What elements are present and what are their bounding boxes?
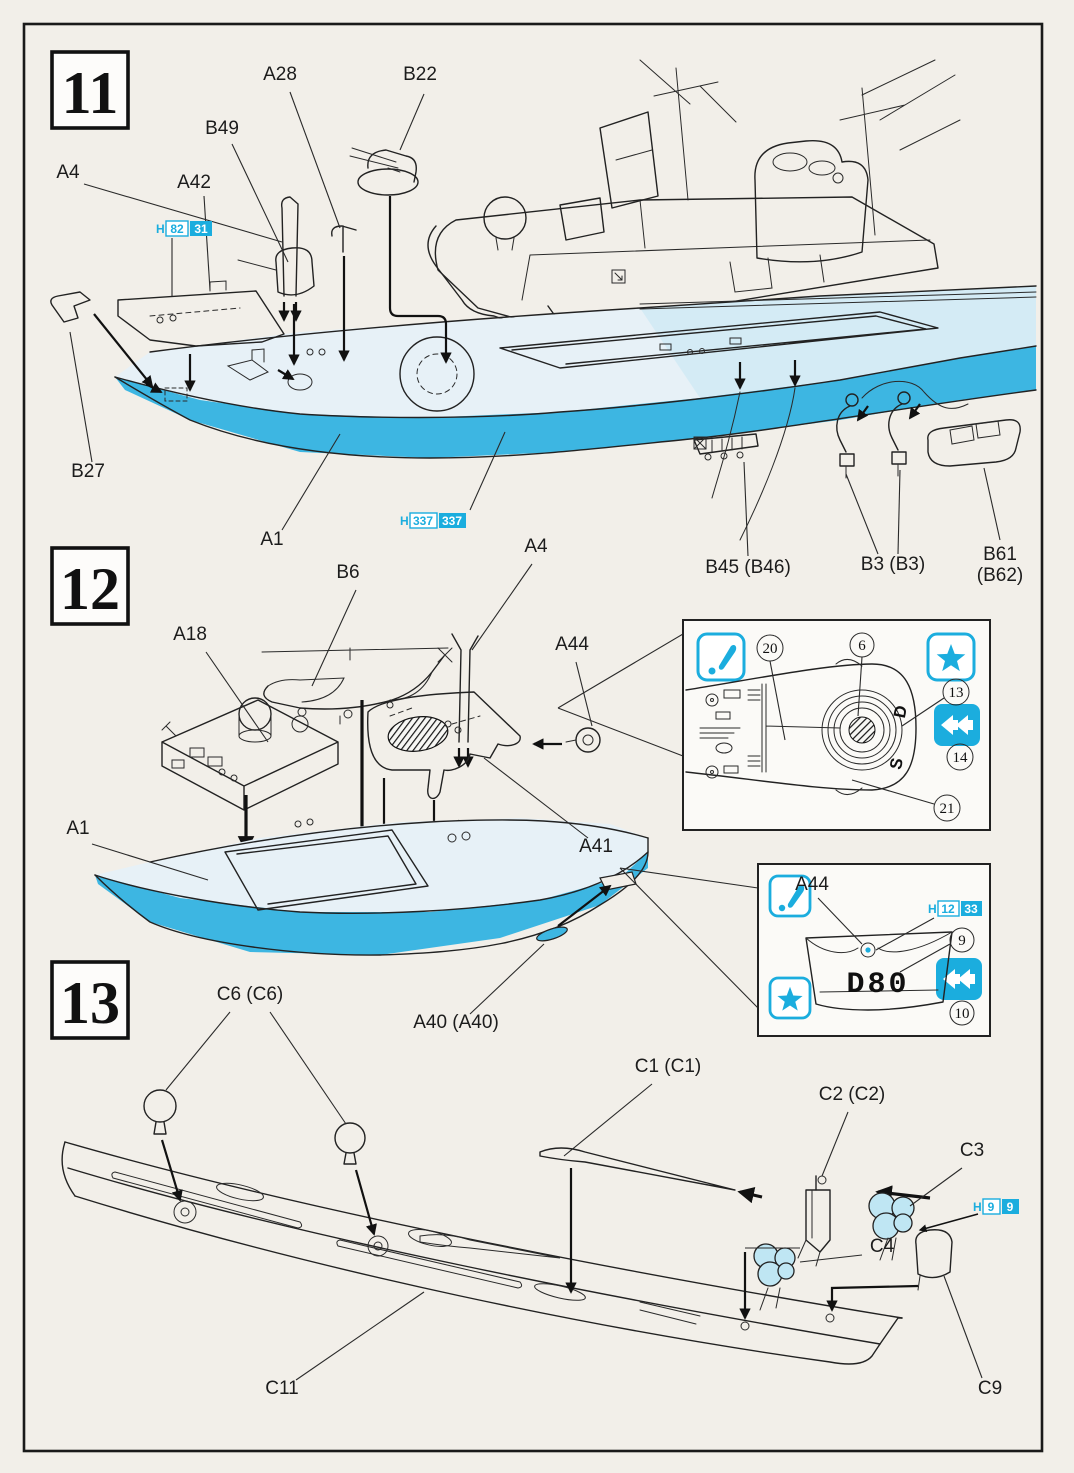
step-12-number: 12 (60, 556, 120, 622)
callout-13: 13 (948, 685, 964, 701)
paint-right: 33 (964, 902, 978, 916)
label-c6: C6 (C6) (216, 984, 284, 1005)
part-b6-helicopter-drawing (262, 648, 452, 724)
paint-left: 82 (170, 222, 184, 236)
paint-prefix: H (973, 1200, 982, 1214)
swap-arrows-icon (934, 704, 980, 746)
paint-right: 9 (1006, 1200, 1014, 1214)
paint-left: 9 (987, 1200, 995, 1214)
label-c11: C11 (265, 1378, 299, 1399)
label-b61-line2: (B62) (976, 565, 1024, 586)
callout-9: 9 (958, 933, 966, 949)
label-a4: A4 (56, 162, 80, 183)
label-c9: C9 (977, 1378, 1003, 1399)
label-b22: B22 (403, 64, 437, 85)
label-b61-line1: B61 (983, 544, 1017, 565)
part-c1-shaft-drawing (540, 1148, 762, 1292)
paint-right: 337 (441, 514, 463, 528)
pennant-number: D80 (846, 968, 910, 1002)
label-b3: B3 (B3) (860, 554, 926, 575)
label-a4-s12: A4 (524, 536, 548, 557)
label-a28: A28 (263, 64, 297, 85)
label-c1: C1 (C1) (634, 1056, 702, 1077)
callout-6: 6 (858, 638, 866, 654)
callout-20: 20 (762, 641, 778, 657)
paint-left: 337 (412, 514, 434, 528)
part-c4-propeller-drawing (754, 1244, 795, 1310)
paint-right: 31 (194, 222, 208, 236)
paint-left: 12 (941, 902, 955, 916)
label-c2: C2 (C2) (818, 1084, 886, 1105)
part-a44-drawing (534, 728, 600, 752)
part-a4-drawing (282, 197, 298, 320)
paint-callout-h9-9 (920, 1199, 1019, 1230)
part-b61-drawing (928, 420, 1020, 466)
part-c6-drawing (144, 1090, 374, 1234)
paint-prefix: H (928, 902, 937, 916)
label-a42: A42 (177, 172, 211, 193)
paint-prefix: H (156, 222, 165, 236)
part-a4-pole-drawing (452, 634, 478, 766)
paint-prefix: H (400, 514, 409, 528)
deck-letter-s: S (886, 756, 908, 772)
label-b49: B49 (205, 118, 239, 139)
label-b45: B45 (B46) (705, 557, 791, 578)
step11-hull-drawing (115, 286, 1036, 458)
label-a18: A18 (173, 624, 207, 645)
callout-14: 14 (952, 750, 968, 766)
label-c3: C3 (959, 1140, 985, 1161)
step-11-number: 11 (61, 60, 119, 126)
label-b6: B6 (336, 562, 360, 583)
label-b27: B27 (71, 461, 105, 482)
label-c4: C4 (869, 1236, 895, 1257)
inset-deck-markings (683, 620, 990, 830)
label-a44-s12: A44 (555, 634, 589, 655)
step-11 (51, 52, 1036, 586)
star-icon (770, 978, 810, 1018)
label-a41: A41 (579, 836, 613, 857)
label-a1-s12: A1 (66, 818, 90, 839)
step-11-number-box (52, 52, 128, 128)
step-13-number: 13 (60, 970, 120, 1036)
part-a18-drawing (162, 698, 338, 810)
swap-arrows-icon (936, 958, 982, 1000)
star-icon (928, 634, 974, 680)
step-12-number-box (52, 548, 128, 624)
step-13-number-box (52, 962, 128, 1038)
step12-stern-hull-drawing (95, 818, 648, 955)
callout-21: 21 (939, 801, 955, 817)
inset-transom-marking (758, 864, 990, 1036)
paintbrush-icon (698, 634, 744, 680)
label-a1: A1 (260, 529, 284, 550)
callout-10: 10 (954, 1006, 970, 1022)
step-12 (52, 536, 990, 1036)
label-a40: A40 (A40) (413, 1012, 499, 1033)
deck-letter-d: D (889, 703, 912, 720)
paint-callout-h82-31 (156, 221, 212, 296)
label-a44-inset: A44 (795, 874, 829, 895)
